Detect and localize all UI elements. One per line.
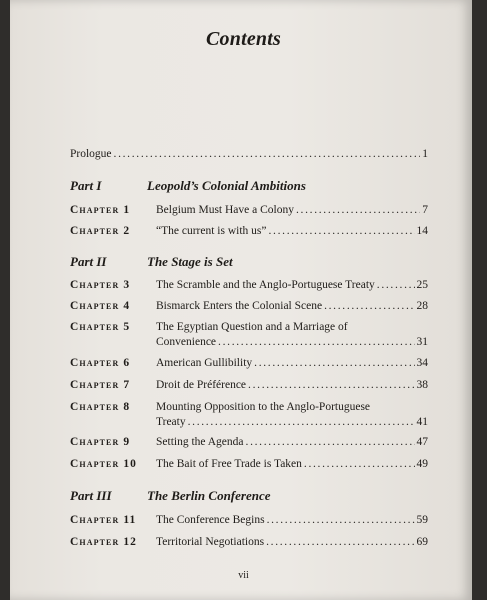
chapter-title: The Scramble and the Anglo-Portuguese Treaty (156, 279, 375, 291)
chapter-label: Chapter 5 (70, 321, 131, 333)
chapter-label: Chapter 11 (70, 514, 137, 526)
chapter-page: 25 (416, 279, 428, 291)
chapter-label: Chapter 2 (70, 225, 131, 237)
dot-leader (248, 378, 414, 393)
chapter-page: 28 (416, 300, 428, 312)
dot-leader (304, 457, 415, 472)
chapter-page: 49 (416, 458, 428, 470)
chapter-title-continued: Treaty (156, 416, 186, 428)
chapter-label: Chapter 10 (70, 458, 138, 470)
chapter-page: 14 (416, 225, 428, 237)
chapter-page: 31 (416, 336, 428, 348)
chapter-entry (70, 320, 428, 350)
chapter-title: Droit de Préférence (156, 379, 247, 391)
dot-leader (266, 535, 414, 550)
chapter-label: Chapter 1 (70, 204, 131, 216)
contents-title: Contents (206, 28, 281, 50)
dot-leader (218, 335, 414, 350)
chapter-title: Mounting Opposition to the Anglo-Portuguese (156, 401, 371, 413)
dot-leader (377, 278, 415, 293)
chapter-label: Chapter 12 (70, 536, 138, 548)
chapter-title: Bismarck Enters the Colonial Scene (156, 300, 323, 312)
chapter-page: 41 (416, 416, 428, 428)
part-number: Part I (70, 178, 102, 193)
chapter-entry (70, 400, 428, 430)
chapter-title: Setting the Agenda (156, 436, 244, 448)
dot-leader (246, 435, 415, 450)
chapter-page: 38 (416, 379, 428, 391)
chapter-page: 34 (416, 357, 428, 369)
page-number: vii (238, 570, 249, 581)
chapter-title: Territorial Negotiations (156, 536, 265, 548)
chapter-title: American Gullibility (156, 357, 253, 369)
part-title: The Berlin Conference (147, 488, 271, 503)
dot-leader (114, 147, 421, 162)
part-number: Part III (70, 488, 112, 503)
dot-leader (296, 203, 420, 218)
dot-leader (267, 513, 415, 528)
chapter-label: Chapter 3 (70, 279, 131, 291)
chapter-title-continued: Convenience (156, 336, 217, 348)
chapter-title: “The current is with us” (156, 225, 267, 237)
dot-leader (324, 299, 414, 314)
dot-leader (254, 356, 414, 371)
part-title: The Stage is Set (147, 254, 233, 269)
prologue-label: Prologue (70, 148, 112, 160)
dot-leader (269, 224, 415, 239)
chapter-label: Chapter 9 (70, 436, 131, 448)
chapter-title: The Conference Begins (156, 514, 265, 526)
chapter-page: 69 (416, 536, 428, 548)
chapter-page: 59 (416, 514, 428, 526)
chapter-label: Chapter 4 (70, 300, 131, 312)
chapter-page: 7 (422, 204, 428, 216)
part-number: Part II (70, 254, 107, 269)
chapter-page: 47 (416, 436, 428, 448)
chapter-title: The Bait of Free Trade is Taken (156, 458, 302, 470)
chapter-label: Chapter 8 (70, 401, 131, 413)
chapter-label: Chapter 6 (70, 357, 131, 369)
prologue-page: 1 (422, 148, 428, 160)
chapter-title: Belgium Must Have a Colony (156, 204, 294, 216)
chapter-label: Chapter 7 (70, 379, 131, 391)
chapter-title: The Egyptian Question and a Marriage of (156, 321, 348, 333)
part-title: Leopold’s Colonial Ambitions (147, 178, 306, 193)
dot-leader (188, 415, 415, 430)
